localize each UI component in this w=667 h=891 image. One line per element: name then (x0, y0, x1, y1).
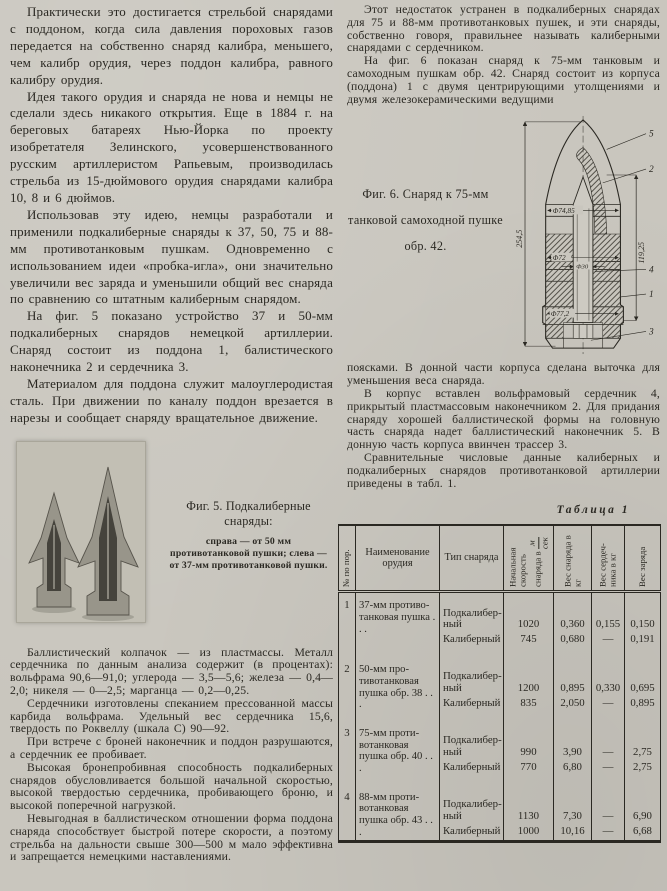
dim-total-height-label: 254,5 (515, 230, 525, 249)
figure-6-drawing (512, 114, 660, 356)
right-column (341, 3, 660, 843)
dim-d2-label: Ф72 (552, 254, 566, 263)
table-row: Калиберный 1000 10,16 — 6,68 (339, 824, 661, 842)
table-header (339, 525, 661, 592)
paragraph: В корпус вставлен вольфрамовый сердечник 4, прикрытый пластмассовым наконечником 2. Для придания снаряду хорошей баллистической формы на головную часть снаряда надет баллистический наконечник 5. В донную часть корпуса ввинчен трассер 3. (347, 386, 660, 452)
paragraph: При встрече с броней наконечник и поддон разрушаются, а сердечник ее пробивает. (10, 735, 333, 762)
table-row: Калиберный 745 0,680 — 0,191 (339, 632, 661, 657)
table-row: Калиберный 770 6,80 — 2,75 (339, 760, 661, 785)
left-column (10, 4, 333, 864)
dim-d1-label: Ф74,85 (552, 207, 575, 216)
col-header-type: Тип снаряда (440, 525, 504, 592)
left-text-top (10, 4, 333, 427)
corpus-wall-left (546, 234, 574, 338)
col-header-core-weight: Вес сердечника в кг (592, 525, 625, 592)
paragraph: На фиг. 5 показано устройство 37 и 50-мм подкалиберных снарядов немецкой артиллерии. Снаряд состоит из поддона 1, балистического наконечника 2 и сердечника 3. (10, 308, 333, 375)
core-section (573, 177, 593, 323)
paragraph: Идея такого орудия и снаряда не нова и немцы не сделали здесь никакого открытия. Еще в 1884 г. на береговых батареях Нью-Йорка по проекту изобретателя Зелинского, усовершенствованного русским артиллеристом Рапьевым, производилась стрельба из 15-дюймового орудия снарядами калибра 10, 8 и 6 дюймов. (10, 88, 333, 205)
dim-d4-label: Ф77,2 (550, 310, 570, 319)
corpus-wall-right (593, 234, 623, 338)
figure-5-caption (146, 441, 333, 623)
col-header-shell-weight: Вес снаряда в кг (554, 525, 592, 592)
callout-4-label: 4 (648, 265, 654, 276)
callout-1-label: 1 (648, 290, 654, 301)
figure-5 (16, 441, 333, 623)
table-row: 3 75-мм противотанковая пушка обр. 40 . . . Подкалиберный 990 3,90 — 2,75 (339, 721, 661, 760)
paragraph: На фиг. 6 показан снаряд к 75-мм танковым и самоходным пушкам обр. 42. Снаряд состоит из корпуса (поддона) 1 с двумя центрирующими утолщениями и двумя железокерамическими ведущими (347, 54, 660, 106)
table-row: 4 88-мм противотанковая пушка обр. 43 . . . Подкалиберный 1130 7,30 — 6,90 (339, 785, 661, 824)
paragraph: Баллистический колпачок — из пластмассы. Металл сердечника по данным анализа содержит (в процентах): вольфрама 90,6—91,0; углерода — 3,5—5,6; железа — 0,4—2,0; никеля — 0—2,5; марганца — 0,2—0,25. (10, 645, 333, 698)
paragraph: Этот недостаток устранен в подкалиберных снарядах для 75 и 88-мм противотанковых пушек, и эти снаряды, собственно говоря, правильнее называть калиберными снарядами с сердечником. (347, 3, 660, 55)
col-header-num: № по пор. (339, 525, 356, 592)
figure-5-caption-note: справа — от 50 мм противотанковой пушки; слева — от 37-мм противотанковой пушки. (169, 535, 328, 571)
dim-d3-label: Ф30 (576, 263, 589, 271)
paragraph: Высокая бронепробивная способность подкалиберных снарядов обусловливается большой начальной скоростью, высокой твердостью сердечника, пробивающего броню, и высокой поперечной нагрузкой. (10, 760, 333, 813)
comparison-table (338, 524, 661, 843)
dim-core-height-label: 119,25 (637, 242, 647, 264)
callout-2-label: 2 (648, 165, 654, 176)
figure-5-photo (16, 441, 146, 623)
table-row: 2 50-мм противотанковая пушка обр. 38 . . . Подкалиберный 1200 0,895 0,330 0,695 (339, 657, 661, 696)
paragraph: Невыгодная в баллистическом отношении форма поддона снаряда способствует быстрой потере скорости, а поэтому стрельба на дальности свыше 300—500 м мало эффективна и запрещается немецкими наставлениями. (10, 812, 333, 864)
paragraph: Использовав эту идею, немцы разработали и применили подкалиберные снаряды к 37, 50, 75 и 88-мм противотанковым пушкам. Одновременно с использованием идеи «пробка-игла», они значительно увеличили вес заряда и уменьшили общий вес снаряда по сравнению со штатным калиберным снарядом. (10, 206, 333, 307)
callout-5-label: 5 (648, 130, 654, 141)
figure-6-caption: Фиг. 6. Снаряд к 75-мм танковой самоходной пушке обр. 42. (348, 187, 503, 254)
paragraph: Сравнительные числовые данные калиберных и подкалиберных снарядов противотанковой артиллерии приведены в табл. 1. (347, 450, 660, 490)
col-header-velocity: Начальная скорость снаряда в м сек (504, 525, 554, 592)
left-text-bottom (10, 647, 333, 865)
col-header-gun: Наименование орудия (356, 525, 440, 592)
figure-6 (347, 113, 660, 357)
paragraph: Сердечники изготовлены спеканием прессованной массы карбида вольфрама. Удельный вес сердечника 15,6, твердость по Роквеллу (шкала С) 90—92. (10, 696, 333, 736)
figure-5-caption-title: Фиг. 5. Подкалиберные снаряды: (186, 498, 311, 528)
velocity-unit-fraction: м сек (526, 537, 549, 550)
paragraph: поясками. В донной части корпуса сделана выточка для уменьшения веса снаряда. (347, 361, 660, 388)
table-row: 1 37-мм противотанковая пушка . . . Подкалиберный 1020 0,360 0,155 0,150 (339, 592, 661, 633)
table-row: Калиберный 835 2,050 — 0,895 (339, 696, 661, 721)
paragraph: Материалом для поддона служит малоуглеродистая сталь. При движении по каналу поддон врезается в нарезы и сообщает снаряду вращательное движение. (10, 375, 333, 425)
table-label: Таблица 1 (556, 504, 630, 517)
paragraph: Практически это достигается стрельбой снарядами с поддоном, когда сила давления пороховых газов передается на собственно снаряд калибра, меньшего, чем калибр орудия, через поддон калибра, равного калибру орудия. (10, 4, 333, 87)
col-header-charge-weight: Вес заряда (625, 525, 661, 592)
callout-3-label: 3 (648, 327, 654, 338)
